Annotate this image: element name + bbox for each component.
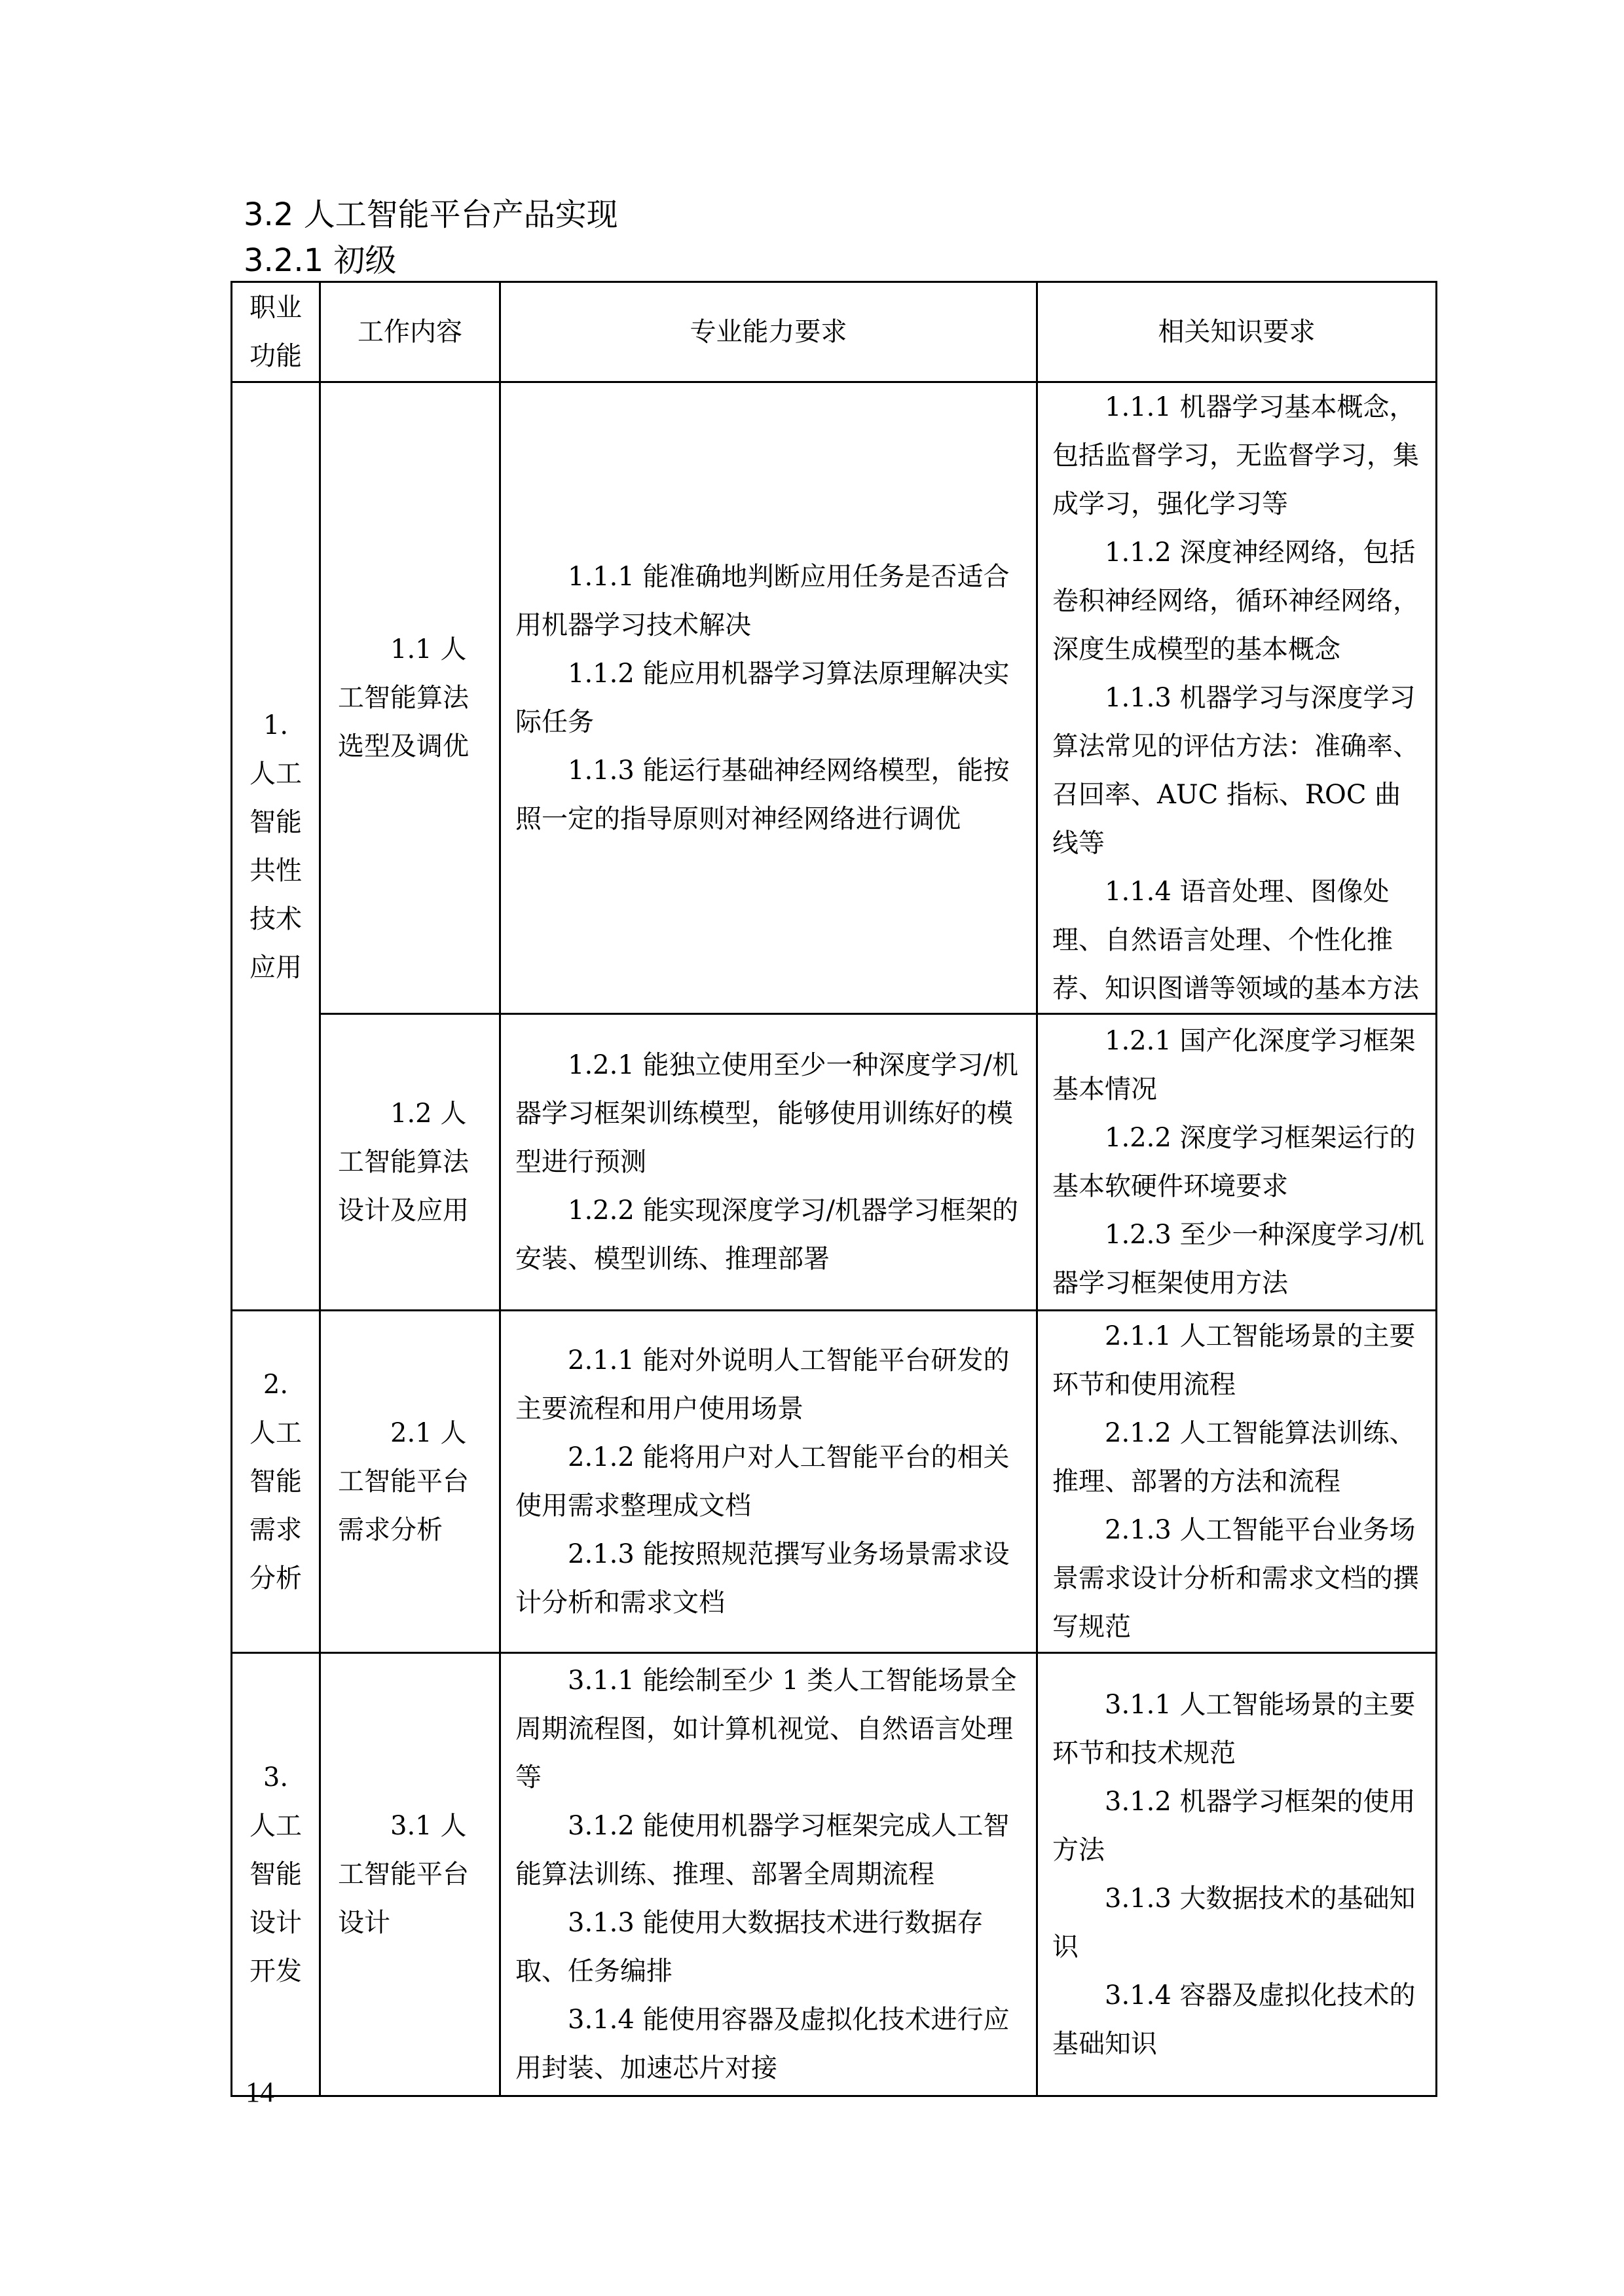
function-line: 人工 [249, 1418, 302, 1448]
skill-item: 3.1.1 能绘制至少 1 类人工智能场景全周期流程图，如计算机视觉、自然语言处理等 [515, 1666, 1017, 1793]
knowledge-item: 1.2.2 深度学习框架运行的基本软硬件环境要求 [1052, 1123, 1416, 1201]
knowledge-item: 1.1.4 语音处理、图像处理、自然语言处理、个性化推荐、知识图谱等领域的基本方法 [1052, 877, 1419, 1004]
knowledge-item: 2.1.3 人工智能平台业务场景需求设计分析和需求文档的撰写规范 [1052, 1515, 1419, 1642]
function-line: 智能 [249, 807, 302, 837]
knowledge-item: 3.1.3 大数据技术的基础知识 [1052, 1884, 1416, 1962]
function-line: 设计 [249, 1908, 302, 1938]
function-line: 3. [263, 1762, 289, 1793]
header-function-line2: 功能 [249, 341, 302, 371]
function-line: 智能 [249, 1859, 302, 1889]
function-cell [232, 1311, 320, 1653]
knowledge-cell [1037, 1014, 1437, 1311]
function-line: 应用 [249, 952, 302, 983]
skill-item: 1.2.2 能实现深度学习/机器学习框架的安装、模型训练、推理部署 [515, 1195, 1018, 1274]
function-line: 2. [263, 1370, 289, 1400]
function-line: 智能 [249, 1467, 302, 1497]
skill-item: 1.1.2 能应用机器学习算法原理解决实际任务 [515, 659, 1010, 737]
function-line: 1. [263, 710, 289, 740]
table-row [232, 382, 1437, 1014]
knowledge-cell [1037, 1311, 1437, 1653]
work-cell [320, 382, 500, 1014]
work-cell [320, 1653, 500, 2096]
skill-item: 3.1.3 能使用大数据技术进行数据存取、任务编排 [515, 1908, 984, 1986]
skill-item: 3.1.4 能使用容器及虚拟化技术进行应用封装、加速芯片对接 [515, 2005, 1010, 2083]
knowledge-cell [1037, 1653, 1437, 2096]
skill-item: 1.1.3 能运行基础神经网络模型，能按照一定的指导原则对神经网络进行调优 [515, 756, 1010, 834]
section-title: 3.2 人工智能平台产品实现 [244, 196, 618, 233]
knowledge-item: 1.2.1 国产化深度学习框架基本情况 [1052, 1026, 1416, 1104]
knowledge-item: 1.1.1 机器学习基本概念，包括监督学习，无监督学习，集成学习，强化学习等 [1052, 392, 1419, 519]
knowledge-item: 1.2.3 至少一种深度学习/机器学习框架使用方法 [1052, 1220, 1424, 1298]
function-cell [232, 1653, 320, 2096]
knowledge-item: 3.1.1 人工智能场景的主要环节和技术规范 [1052, 1690, 1416, 1768]
function-line: 人工 [249, 758, 302, 789]
function-line: 共性 [249, 855, 302, 886]
knowledge-item: 2.1.1 人工智能场景的主要环节和使用流程 [1052, 1321, 1416, 1400]
skill-cell [500, 1014, 1037, 1311]
knowledge-item: 1.1.2 深度神经网络，包括卷积神经网络，循环神经网络，深度生成模型的基本概念 [1052, 538, 1419, 665]
skill-cell [500, 382, 1037, 1014]
header-work: 工作内容 [320, 282, 500, 382]
work-text: 1.2 人工智能算法设计及应用 [338, 1099, 469, 1226]
table-row [232, 1311, 1437, 1653]
table-header-row [232, 282, 1437, 382]
function-line: 技术 [249, 903, 302, 934]
subsection-title: 3.2.1 初级 [244, 242, 397, 279]
work-text: 1.1 人工智能算法选型及调优 [338, 634, 469, 761]
skill-item: 1.1.1 能准确地判断应用任务是否适合用机器学习技术解决 [515, 562, 1010, 640]
knowledge-cell [1037, 382, 1437, 1014]
skill-item: 2.1.3 能按照规范撰写业务场景需求设计分析和需求文档 [515, 1539, 1010, 1618]
knowledge-item: 2.1.2 人工智能算法训练、推理、部署的方法和流程 [1052, 1418, 1416, 1497]
function-line: 分析 [249, 1563, 302, 1594]
skill-item: 2.1.2 能将用户对人工智能平台的相关使用需求整理成文档 [515, 1442, 1010, 1521]
knowledge-item: 3.1.4 容器及虚拟化技术的基础知识 [1052, 1980, 1416, 2059]
table-row [232, 1014, 1437, 1311]
skill-cell [500, 1311, 1037, 1653]
table-row [232, 1653, 1437, 2096]
function-line: 开发 [249, 1956, 302, 1986]
function-line: 人工 [249, 1811, 302, 1841]
function-line: 需求 [249, 1515, 302, 1545]
work-cell [320, 1311, 500, 1653]
function-cell [232, 382, 320, 1311]
work-text: 2.1 人工智能平台需求分析 [338, 1418, 469, 1545]
work-cell [320, 1014, 500, 1311]
work-text: 3.1 人工智能平台设计 [338, 1811, 469, 1938]
header-knowledge: 相关知识要求 [1037, 282, 1437, 382]
knowledge-item: 1.1.3 机器学习与深度学习算法常见的评估方法：准确率、召回率、AUC 指标、ROC 曲线等 [1052, 683, 1419, 858]
header-function [232, 282, 320, 382]
skill-cell [500, 1653, 1037, 2096]
header-skill: 专业能力要求 [500, 282, 1037, 382]
knowledge-item: 3.1.2 机器学习框架的使用方法 [1052, 1787, 1416, 1865]
skill-item: 1.2.1 能独立使用至少一种深度学习/机器学习框架训练模型，能够使用训练好的模型进行预测 [515, 1050, 1018, 1177]
page-number: 14 [246, 2076, 274, 2108]
requirements-table [231, 281, 1437, 2097]
skill-item: 2.1.1 能对外说明人工智能平台研发的主要流程和用户使用场景 [515, 1345, 1010, 1424]
skill-item: 3.1.2 能使用机器学习框架完成人工智能算法训练、推理、部署全周期流程 [515, 1811, 1010, 1889]
header-function-line1: 职业 [249, 293, 302, 323]
